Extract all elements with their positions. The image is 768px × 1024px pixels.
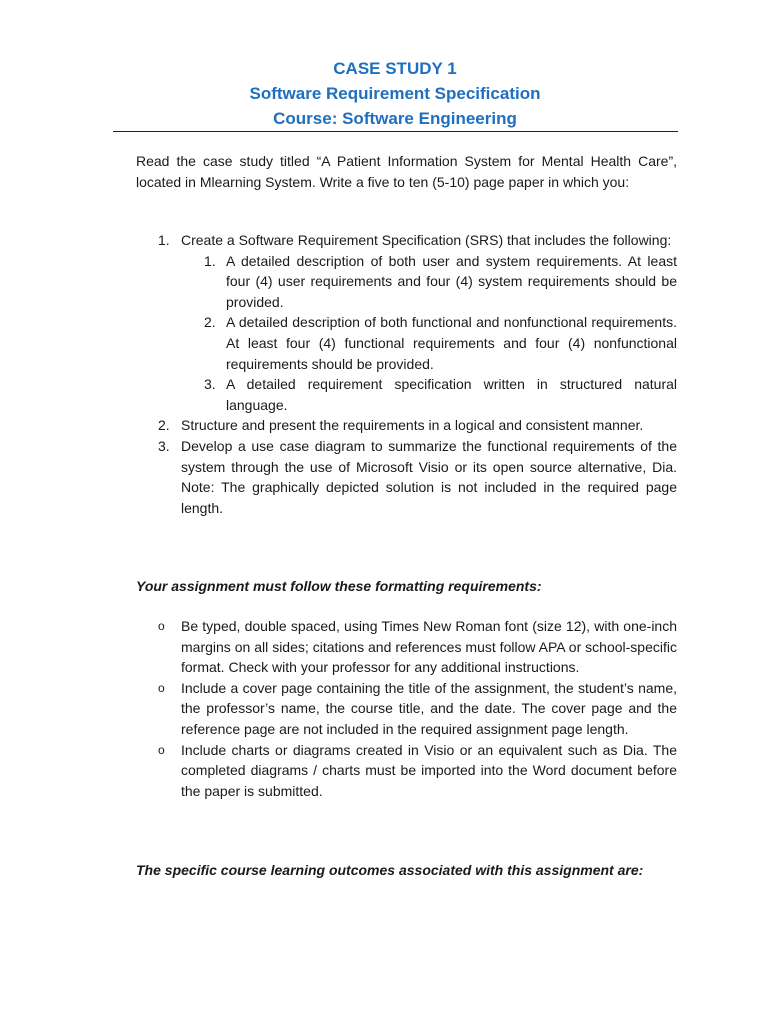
formatting-text: Include a cover page containing the title of the assignment, the student’s name, the professor’s name, the course title, and the date. The cover page and the reference page are not included in the required assignment page length. [181,679,677,737]
subtask-number: 3. [204,376,216,393]
formatting-heading: Your assignment must follow these formatting requirements: [136,578,542,594]
intro-paragraph: Read the case study titled “A Patient Information System for Mental Health Care”, located in Mlearning System. Write a five to ten (5-10) page paper in which you: [136,153,677,190]
formatting-text: Be typed, double spaced, using Times New Roman font (size 12), with one-inch margins on all sides; citations and references must follow APA or school-specific format. Check with your professor for any additional instructions. [181,618,677,676]
task-number: 3. [158,437,170,454]
subtask-item [181,374,677,415]
outcomes-heading: The specific course learning outcomes associated with this assignment are: [136,862,644,878]
subtask-text: A detailed description of both functional and nonfunctional requirements. At least four (4) functional requirements and four (4) nonfunctional requirements should be provided. [226,314,677,372]
course-title: Course: Software Engineering [273,109,517,128]
formatting-item [136,616,677,678]
task-text: Create a Software Requirement Specification (SRS) that includes the following: [181,232,672,248]
case-study-title: CASE STUDY 1 [333,59,457,78]
task-number: 2. [158,417,170,434]
subtask-item [181,312,677,374]
formatting-text: Include charts or diagrams created in Visio or an equivalent such as Dia. The completed diagrams / charts must be imported into the Word document before the paper is submitted. [181,741,677,799]
formatting-list [136,616,677,801]
subtask-text: A detailed description of both user and system requirements. At least four (4) user requirements and four (4) system requirements should be provided. [226,252,677,310]
formatting-item [136,740,677,802]
bullet-icon: o [158,680,165,695]
task-text: Develop a use case diagram to summarize the functional requirements of the system through the use of Microsoft Visio or its open source alternative, Dia. Note: The graphically depicted solution is not included in the required page length. [181,437,677,516]
bullet-icon: o [158,742,165,757]
task-item [136,436,677,518]
task-item [136,230,677,415]
subtask-number: 2. [204,314,216,331]
document-subtitle: Software Requirement Specification [249,84,541,103]
task-list [136,230,677,518]
title-divider [113,131,678,132]
title-block [0,56,768,131]
subtask-item [181,251,677,313]
bullet-icon: o [158,619,165,633]
subtask-text: A detailed requirement specification written in structured natural language. [226,376,677,413]
task-number: 1. [158,232,170,248]
subtask-number: 1. [204,252,216,269]
task-item [136,415,677,436]
subtask-list [181,251,677,416]
formatting-item [136,678,677,740]
task-text: Structure and present the requirements in a logical and consistent manner. [181,417,644,434]
